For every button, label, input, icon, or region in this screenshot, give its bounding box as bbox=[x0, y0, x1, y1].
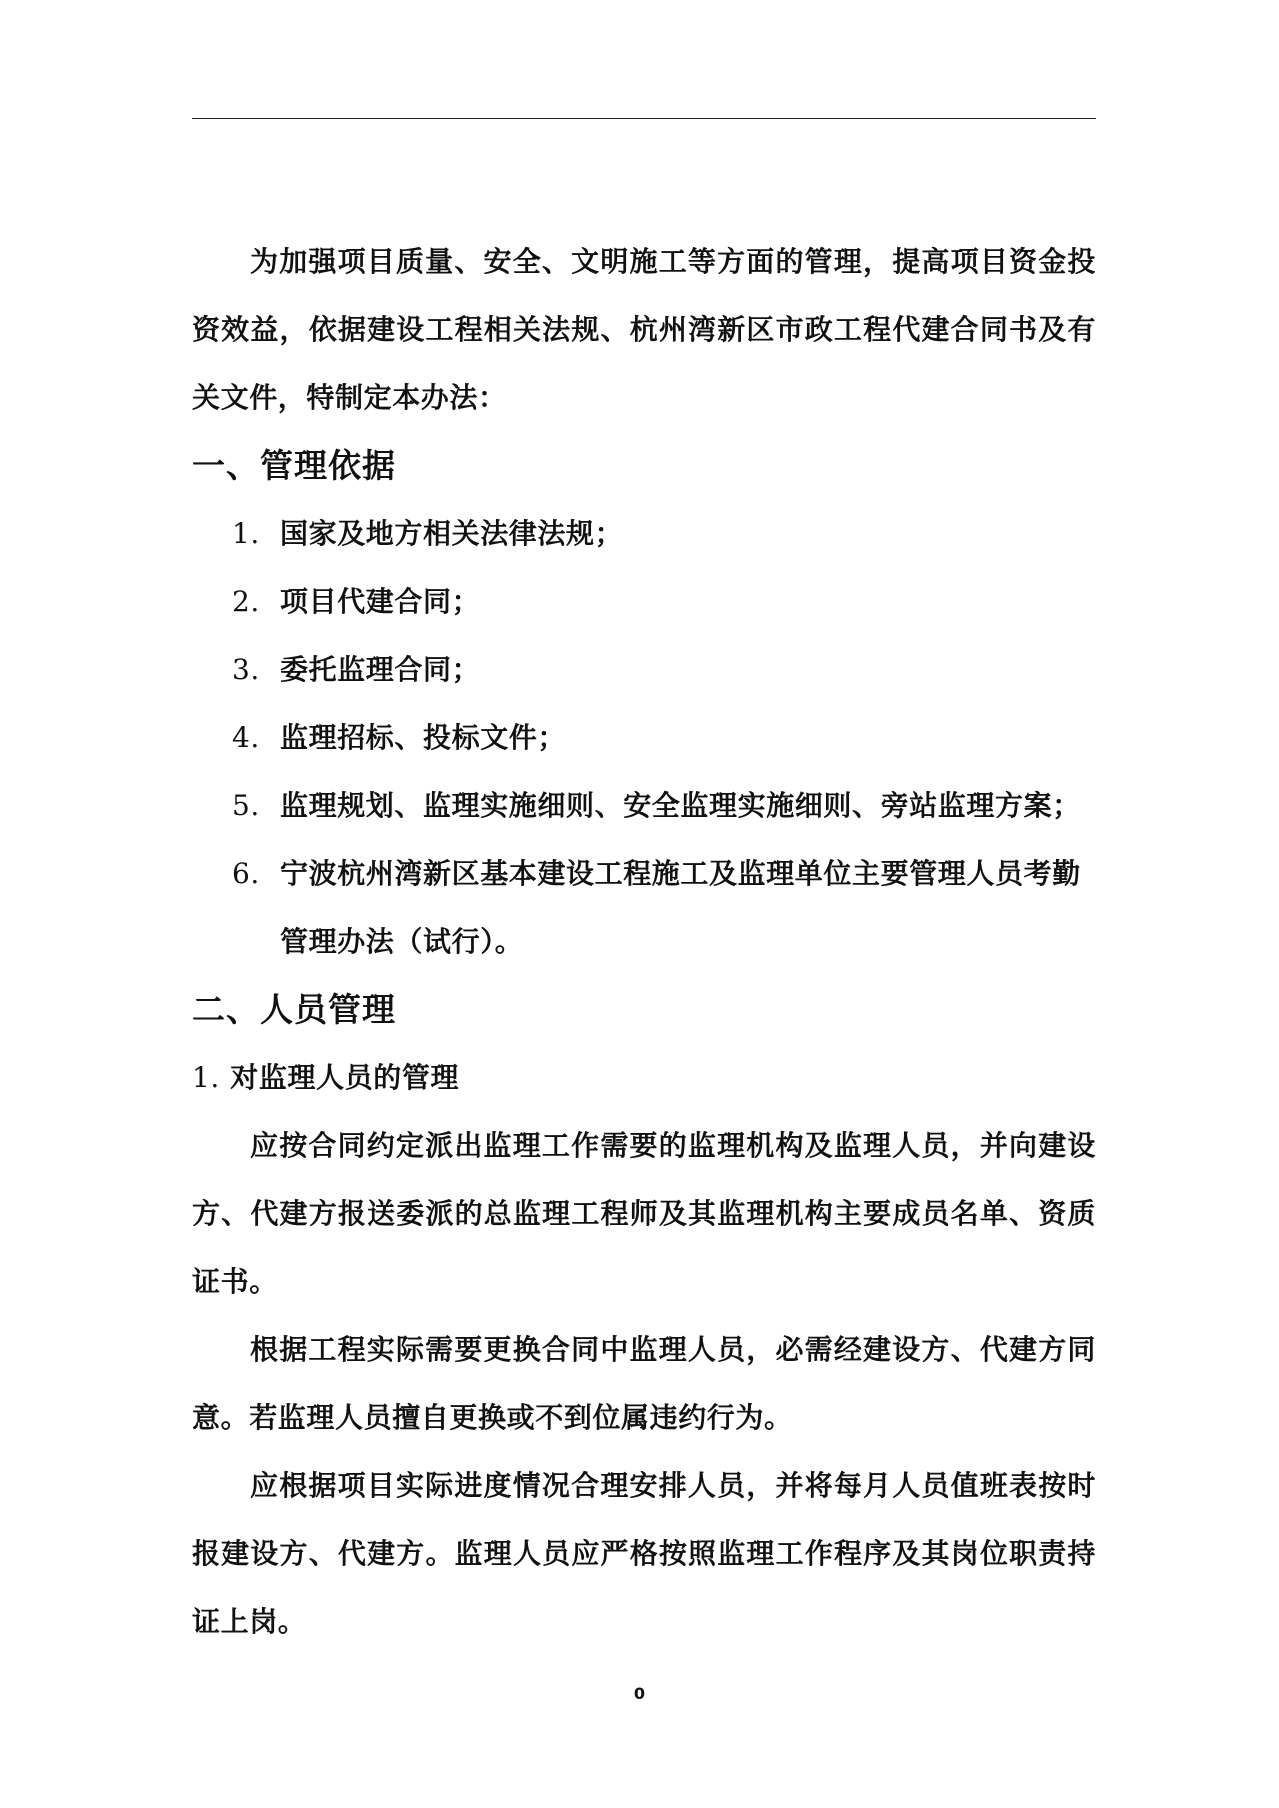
list-text: 监理规划、监理实施细则、安全监理实施细则、旁站监理方案； bbox=[280, 789, 1081, 822]
list-item bbox=[192, 772, 1096, 840]
list-number: 1. bbox=[232, 517, 260, 550]
list-text: 国家及地方相关法律法规； bbox=[280, 517, 624, 550]
list-item bbox=[192, 500, 1096, 568]
personnel-paragraph-1: 应按合同约定派出监理工作需要的监理机构及监理人员，并向建设方、代建方报送委派的总监理工程师及其监理机构主要成员名单、资质证书。 bbox=[192, 1129, 1096, 1298]
list-text: 项目代建合同； bbox=[280, 585, 481, 618]
subheading-number: 1. bbox=[192, 1061, 220, 1094]
list-item bbox=[192, 704, 1096, 772]
list-text: 监理招标、投标文件； bbox=[280, 721, 567, 754]
list-number: 2. bbox=[232, 585, 260, 618]
header-rule bbox=[192, 118, 1096, 119]
list-number: 6. bbox=[232, 857, 260, 890]
list-number: 3. bbox=[232, 653, 260, 686]
list-item bbox=[192, 636, 1096, 704]
subheading-supervisor-management bbox=[192, 1044, 1096, 1112]
intro-paragraph: 为加强项目质量、安全、文明施工等方面的管理，提高项目资金投资效益，依据建设工程相关法规、杭州湾新区市政工程代建合同书及有关文件，特制定本办法： bbox=[192, 245, 1096, 414]
list-text: 委托监理合同； bbox=[280, 653, 481, 686]
section-heading-basis: 一、管理依据 bbox=[192, 446, 396, 485]
basis-list bbox=[192, 500, 1096, 976]
personnel-paragraph-2: 根据工程实际需要更换合同中监理人员，必需经建设方、代建方同意。若监理人员擅自更换或不到位属违约行为。 bbox=[192, 1333, 1096, 1434]
list-number: 4. bbox=[232, 721, 260, 754]
subheading-title: 对监理人员的管理 bbox=[230, 1061, 460, 1094]
personnel-paragraph-3: 应根据项目实际进度情况合理安排人员，并将每月人员值班表按时报建设方、代建方。监理人员应严格按照监理工作程序及其岗位职责持证上岗。 bbox=[192, 1469, 1096, 1638]
list-text: 宁波杭州湾新区基本建设工程施工及监理单位主要管理人员考勤管理办法（试行）。 bbox=[280, 857, 1081, 958]
section-heading-personnel: 二、人员管理 bbox=[192, 990, 396, 1029]
list-item bbox=[192, 840, 1096, 976]
list-number: 5. bbox=[232, 789, 260, 822]
document-body bbox=[192, 228, 1096, 1656]
list-item bbox=[192, 568, 1096, 636]
page-number: 0 bbox=[633, 1684, 646, 1703]
